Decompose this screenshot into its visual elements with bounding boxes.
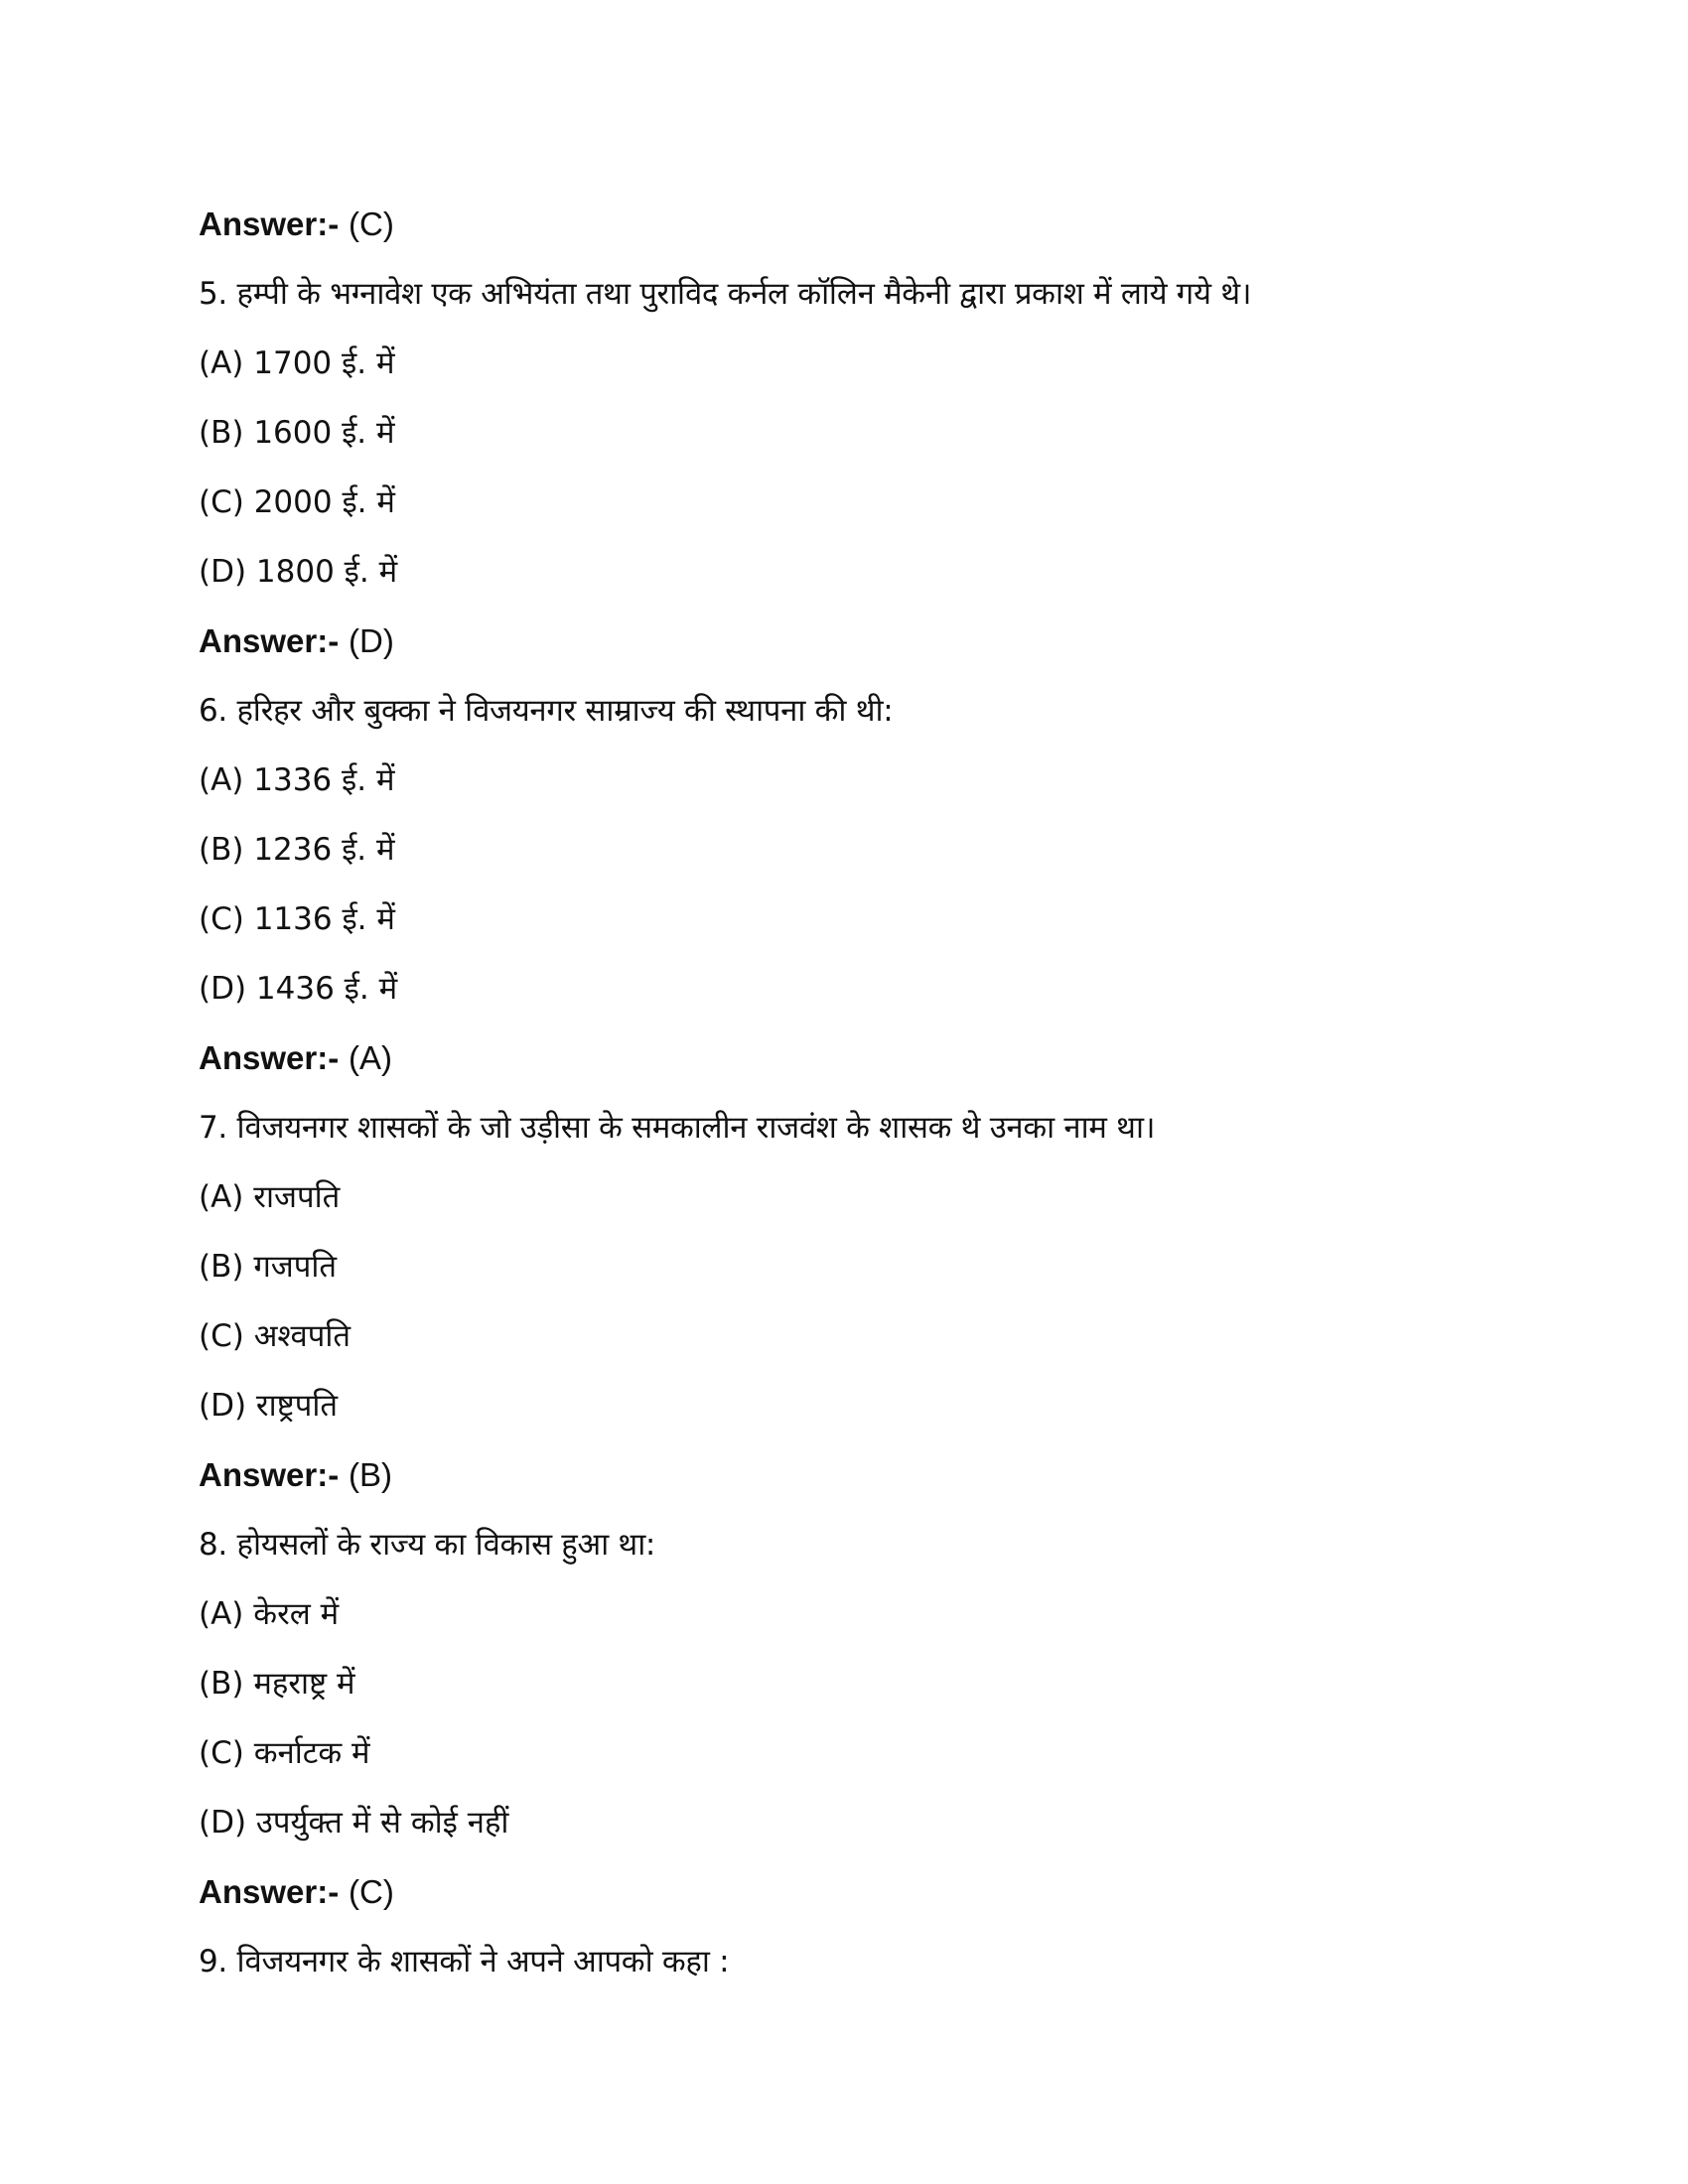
- option-text: गजपति: [253, 1249, 338, 1285]
- option-text: कर्नाटक में: [253, 1735, 370, 1771]
- option-text: 2000 ई. में: [253, 484, 395, 520]
- option-text: 1136 ई. में: [253, 901, 395, 937]
- option-letter: (D): [199, 1388, 247, 1424]
- question-5-text: 5. हम्पी के भग्नावेश एक अभियंता तथा पुराविद कर्नल कॉलिन मैकेनी द्वारा प्रकाश में लाये गये थे।: [199, 276, 1252, 312]
- question-7-option-d: [199, 1386, 338, 1426]
- answer-value: (C): [349, 1873, 394, 1910]
- question-7-text: 7. विजयनगर शासकों के जो उड़ीसा के समकालीन राजवंश के शासक थे उनका नाम था।: [199, 1110, 1156, 1146]
- question-8-option-d: [199, 1803, 508, 1843]
- answer-label: Answer:-: [199, 1456, 340, 1493]
- option-text: केरल में: [253, 1596, 340, 1632]
- option-letter: (A): [199, 345, 244, 381]
- answer-line-q5: [199, 621, 394, 661]
- option-text: राजपति: [253, 1179, 341, 1215]
- question-6-option-b: [199, 830, 395, 870]
- option-letter: (A): [199, 1596, 244, 1632]
- question-6-option-c: [199, 899, 395, 939]
- option-letter: (C): [199, 1318, 244, 1354]
- answer-label: Answer:-: [199, 205, 340, 242]
- answer-label: Answer:-: [199, 1039, 340, 1076]
- question-7-option-a: [199, 1177, 340, 1217]
- option-text: 1436 ई. में: [255, 971, 398, 1007]
- option-letter: (D): [199, 1805, 247, 1841]
- question-8-option-c: [199, 1733, 370, 1773]
- question-6-option-d: [199, 969, 397, 1009]
- question-5-option-d: [199, 552, 397, 592]
- option-letter: (B): [199, 1666, 244, 1702]
- answer-value: (C): [349, 205, 394, 242]
- question-5-option-a: [199, 343, 394, 383]
- question-7-option-c: [199, 1316, 351, 1356]
- option-text: महराष्ट्र में: [253, 1666, 355, 1702]
- answer-line-q8: [199, 1872, 394, 1912]
- option-letter: (A): [199, 762, 244, 798]
- option-letter: (D): [199, 971, 247, 1007]
- option-letter: (B): [199, 832, 244, 868]
- option-letter: (B): [199, 1249, 244, 1285]
- option-text: अश्वपति: [253, 1318, 352, 1354]
- answer-label: Answer:-: [199, 622, 340, 659]
- option-letter: (A): [199, 1179, 244, 1215]
- answer-line-q7: [199, 1455, 392, 1495]
- question-6-text: 6. हरिहर और बुक्का ने विजयनगर साम्राज्य की स्थापना की थी:: [199, 693, 894, 729]
- question-5-option-b: [199, 413, 395, 453]
- option-letter: (D): [199, 554, 247, 590]
- question-8-text: 8. होयसलों के राज्य का विकास हुआ था:: [199, 1527, 656, 1563]
- answer-value: (D): [349, 622, 394, 659]
- question-7-option-b: [199, 1247, 337, 1287]
- question-8-option-a: [199, 1594, 339, 1634]
- question-6-option-a: [199, 760, 394, 800]
- answer-value: (B): [349, 1456, 393, 1493]
- option-text: राष्ट्रपति: [255, 1388, 339, 1424]
- option-letter: (B): [199, 415, 244, 451]
- option-text: 1700 ई. में: [253, 345, 395, 381]
- option-text: 1600 ई. में: [253, 415, 395, 451]
- option-letter: (C): [199, 484, 244, 520]
- option-text: 1336 ई. में: [253, 762, 395, 798]
- option-text: 1236 ई. में: [253, 832, 395, 868]
- question-9-text: 9. विजयनगर के शासकों ने अपने आपको कहा :: [199, 1944, 730, 1979]
- question-5-option-c: [199, 482, 395, 522]
- answer-value: (A): [349, 1039, 393, 1076]
- option-text: 1800 ई. में: [255, 554, 398, 590]
- option-text: उपर्युक्त में से कोई नहीं: [255, 1805, 509, 1841]
- option-letter: (C): [199, 901, 244, 937]
- answer-line-q4: [199, 205, 394, 244]
- option-letter: (C): [199, 1735, 244, 1771]
- answer-label: Answer:-: [199, 1873, 340, 1910]
- answer-line-q6: [199, 1038, 392, 1078]
- question-8-option-b: [199, 1664, 355, 1704]
